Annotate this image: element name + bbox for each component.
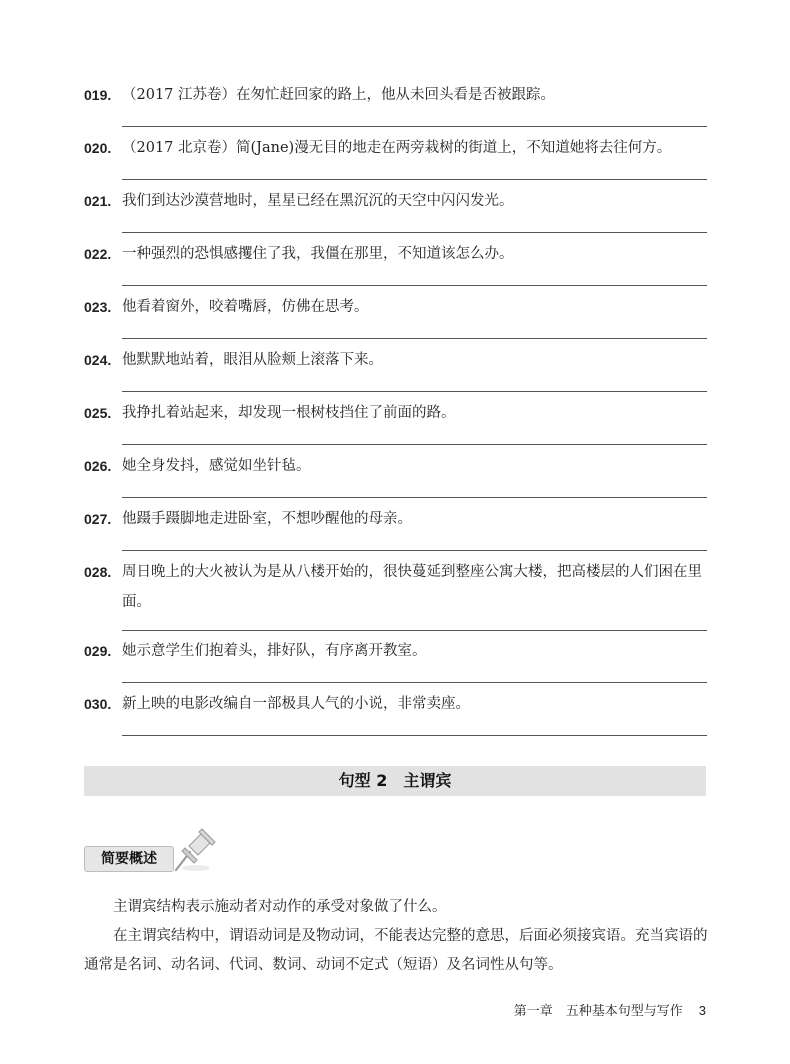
exercise-text: 我们到达沙漠营地时，星星已经在黑沉沉的天空中闪闪发光。 xyxy=(122,193,514,209)
exercise-text: 他默默地站着，眼泪从脸颊上滚落下来。 xyxy=(122,352,383,368)
answer-line[interactable] xyxy=(122,735,707,736)
exercise-number: 019. xyxy=(84,87,112,103)
answer-line[interactable] xyxy=(122,682,707,683)
exercise-text: 我挣扎着站起来，却发现一根树枝挡住了前面的路。 xyxy=(122,405,456,421)
exercise-text: 她全身发抖，感觉如坐针毡。 xyxy=(122,458,311,474)
answer-line[interactable] xyxy=(122,550,707,551)
chapter-title: 第一章 五种基本句型与写作 xyxy=(513,1004,683,1019)
answer-line[interactable] xyxy=(122,179,707,180)
section-title-banner xyxy=(84,766,706,796)
exercise-number: 030. xyxy=(84,696,112,712)
exercise-number: 021. xyxy=(84,193,112,209)
page-footer xyxy=(514,1000,706,1019)
summary-label: 简要概述 xyxy=(84,846,174,872)
summary-paragraph: 在主谓宾结构中，谓语动词是及物动词，不能表达完整的意思，后面必须接宾语。充当宾语的通常是名词、动名词、代词、数词、动词不定式（短语）及名词性从句等。 xyxy=(84,928,708,973)
exercise-number: 020. xyxy=(84,140,112,156)
page-number: 3 xyxy=(698,1003,706,1018)
exercise-number: 025. xyxy=(84,405,112,421)
section-title: 句型 2 主谓宾 xyxy=(338,771,452,790)
exercise-text: 他蹑手蹑脚地走进卧室，不想吵醒他的母亲。 xyxy=(122,511,412,527)
answer-line[interactable] xyxy=(122,338,707,339)
exercise-text: （2017 北京卷）简(Jane)漫无目的地走在两旁栽树的街道上，不知道她将去往何方。 xyxy=(122,140,672,156)
exercise-number: 026. xyxy=(84,458,112,474)
exercise-text: 一种强烈的恐惧感攫住了我，我僵在那里，不知道该怎么办。 xyxy=(122,246,514,262)
answer-line[interactable] xyxy=(122,497,707,498)
answer-line[interactable] xyxy=(122,126,707,127)
exercise-text: 他看着窗外，咬着嘴唇，仿佛在思考。 xyxy=(122,299,369,315)
exercise-text: （2017 江苏卷）在匆忙赶回家的路上，他从未回头看是否被跟踪。 xyxy=(122,87,556,103)
exercise-number: 027. xyxy=(84,511,112,527)
exercise-number: 023. xyxy=(84,299,112,315)
summary-paragraph: 主谓宾结构表示施动者对动作的承受对象做了什么。 xyxy=(113,899,447,915)
pushpin-icon xyxy=(166,826,220,874)
exercise-text: 她示意学生们抱着头，排好队，有序离开教室。 xyxy=(122,643,427,659)
exercise-number: 029. xyxy=(84,643,112,659)
answer-line[interactable] xyxy=(122,630,707,631)
exercise-text: 周日晚上的大火被认为是从八楼开始的，很快蔓延到整座公寓大楼，把高楼层的人们困在里面。 xyxy=(122,564,702,610)
answer-line[interactable] xyxy=(122,444,707,445)
exercise-number: 024. xyxy=(84,352,112,368)
answer-line[interactable] xyxy=(122,232,707,233)
answer-line[interactable] xyxy=(122,285,707,286)
exercise-number: 028. xyxy=(84,564,112,580)
answer-line[interactable] xyxy=(122,391,707,392)
exercise-text: 新上映的电影改编自一部极具人气的小说，非常卖座。 xyxy=(122,696,470,712)
exercise-number: 022. xyxy=(84,246,112,262)
